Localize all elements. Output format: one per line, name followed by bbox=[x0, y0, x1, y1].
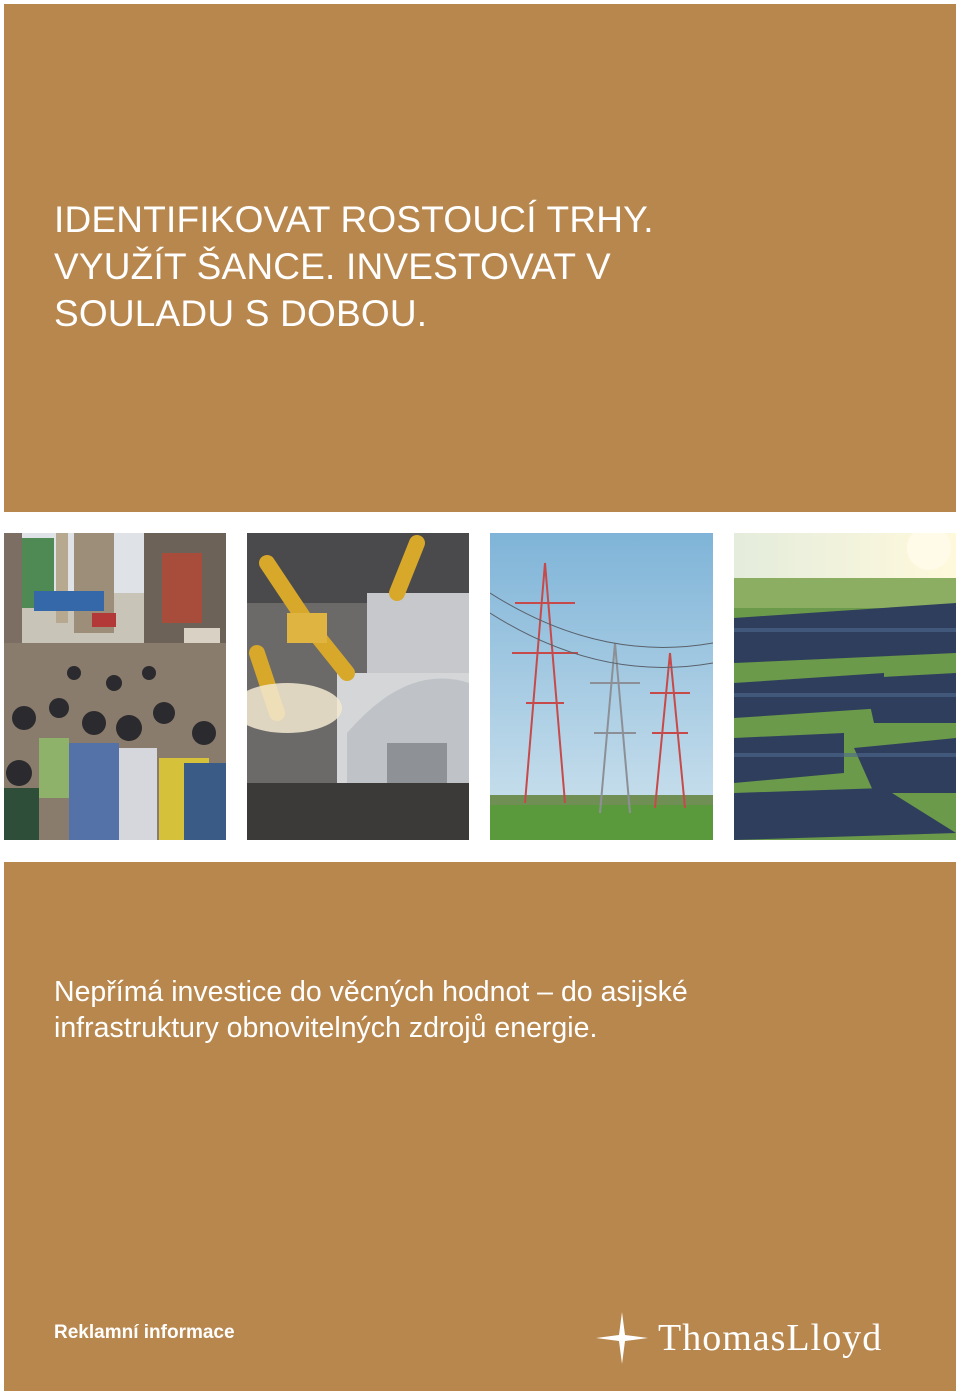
subtitle-panel bbox=[4, 862, 956, 1391]
brand-logo bbox=[594, 1310, 944, 1366]
compass-star-icon bbox=[594, 1310, 650, 1366]
subtitle-line: Nepřímá investice do věcných hodnot – do asijské bbox=[54, 976, 688, 1008]
subtitle-line: infrastruktury obnovitelných zdrojů energie. bbox=[54, 1012, 598, 1044]
brand-name: ThomasLloyd bbox=[658, 1317, 883, 1359]
street-crowd-photo bbox=[4, 533, 226, 840]
subtitle bbox=[54, 974, 914, 1046]
car-factory-robots-photo bbox=[247, 533, 469, 840]
headline-line: SOULADU S DOBOU. bbox=[54, 293, 428, 334]
headline-line: VYUŽÍT ŠANCE. INVESTOVAT V bbox=[54, 246, 611, 287]
photo-strip bbox=[0, 533, 960, 840]
disclaimer-label: Reklamní informace bbox=[54, 1322, 235, 1343]
headline-line: IDENTIFIKOVAT ROSTOUCÍ TRHY. bbox=[54, 199, 654, 240]
headline bbox=[54, 196, 914, 337]
solar-farm-photo bbox=[734, 533, 956, 840]
headline-panel bbox=[4, 4, 956, 512]
power-transmission-towers-photo bbox=[490, 533, 713, 840]
